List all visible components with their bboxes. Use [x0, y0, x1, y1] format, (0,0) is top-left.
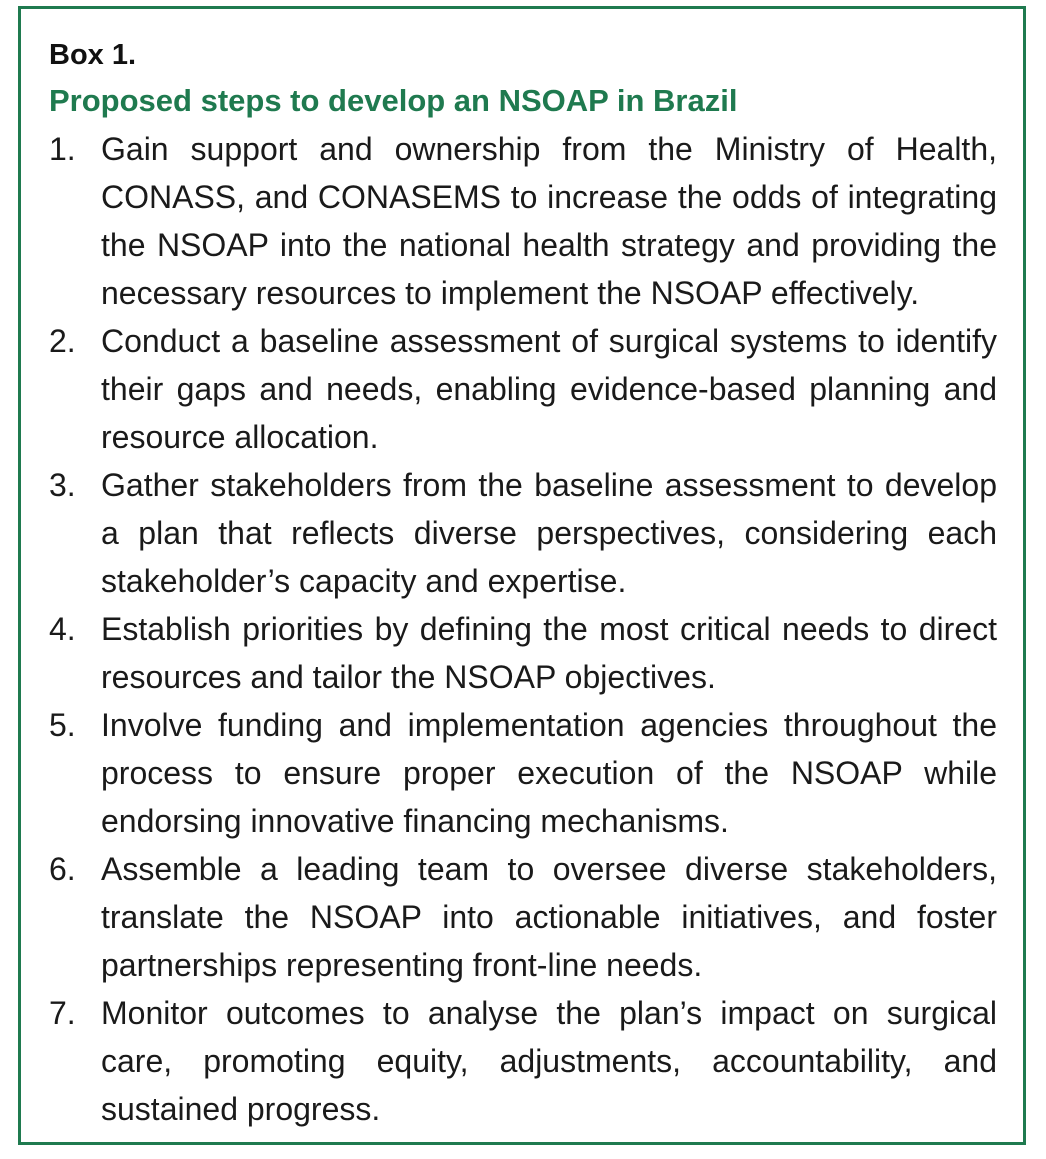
step-item	[49, 989, 997, 1133]
step-text: Assemble a leading team to oversee diverse stakeholders, translate the NSOAP into actionable initiatives, and foster partnerships representing front-line needs.	[101, 851, 997, 983]
step-number: 7.	[49, 995, 76, 1031]
step-text: Gather stakeholders from the baseline assessment to develop a plan that reflects diverse perspectives, considering each stakeholder’s capacity and expertise.	[101, 467, 997, 599]
step-item	[49, 605, 997, 701]
step-text: Involve funding and implementation agencies throughout the process to ensure proper execution of the NSOAP while endorsing innovative financing mechanisms.	[101, 707, 997, 839]
step-item	[49, 701, 997, 845]
step-number: 1.	[49, 131, 76, 167]
step-number: 4.	[49, 611, 76, 647]
step-text: Monitor outcomes to analyse the plan’s impact on surgical care, promoting equity, adjustments, accountability, and sustained progress.	[101, 995, 997, 1127]
step-number: 5.	[49, 707, 76, 743]
step-text: Conduct a baseline assessment of surgical systems to identify their gaps and needs, enabling evidence-based planning and resource allocation.	[101, 323, 997, 455]
step-number: 2.	[49, 323, 76, 359]
steps-list	[49, 125, 997, 1133]
step-number: 3.	[49, 467, 76, 503]
step-item	[49, 461, 997, 605]
step-item	[49, 317, 997, 461]
step-item	[49, 845, 997, 989]
box-title: Proposed steps to develop an NSOAP in Brazil	[49, 83, 738, 118]
step-text: Establish priorities by defining the most critical needs to direct resources and tailor the NSOAP objectives.	[101, 611, 997, 695]
step-text: Gain support and ownership from the Ministry of Health, CONASS, and CONASEMS to increase the odds of integrating the NSOAP into the national health strategy and providing the necessary resources to implement the NSOAP effectively.	[101, 131, 997, 311]
step-number: 6.	[49, 851, 76, 887]
box-1-panel	[18, 6, 1026, 1145]
step-item	[49, 125, 997, 317]
box-label: Box 1.	[49, 39, 137, 71]
